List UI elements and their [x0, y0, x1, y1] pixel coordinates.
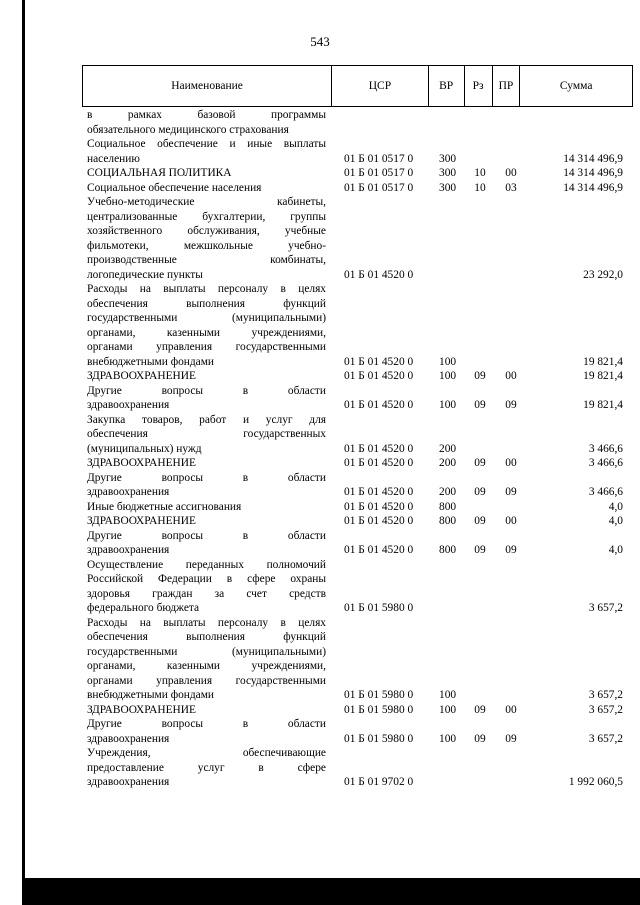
cell-csr: 01 Б 01 4520 0: [344, 370, 414, 382]
cell-sum: [521, 123, 633, 138]
cell-name-line: Учреждения, обеспечивающие: [87, 747, 326, 759]
table-row: [82, 181, 633, 196]
cell-name: [82, 500, 332, 515]
cell-rz: 10: [474, 181, 486, 194]
header-name: Наименование: [83, 66, 332, 106]
cell-rz: [465, 268, 493, 283]
cell-sum: 3 466,6: [588, 486, 623, 498]
cell-name-line: Иные бюджетные ассигнования: [87, 500, 242, 513]
cell-rz: 09: [474, 370, 486, 382]
cell-csr: 01 Б 01 4520 0: [344, 500, 414, 513]
cell-name-line: государственными (муниципальными): [87, 312, 326, 324]
cell-csr: 01 Б 01 4520 0: [344, 355, 414, 368]
cell-csr: 01 Б 01 5980 0: [344, 703, 414, 716]
cell-vr: 200: [439, 457, 457, 469]
cell-vr: 100: [439, 370, 457, 382]
cell-name-line: Социальное обеспечение и иные выплаты: [87, 138, 326, 150]
cell-name-line: здравоохранения: [87, 486, 170, 498]
cell-name-line: Учебно-методические кабинеты,: [87, 196, 326, 208]
cell-rz: [465, 601, 493, 616]
table-row: [82, 514, 633, 529]
table-row: [82, 717, 633, 746]
cell-name-line: органами, казенными учреждениями,: [87, 660, 326, 672]
cell-rz: [465, 152, 493, 167]
cell-csr: 01 Б 01 0517 0: [344, 152, 414, 165]
cell-name-line: производственные комбинаты,: [87, 254, 326, 266]
cell-name: [82, 413, 332, 457]
cell-pr: [493, 268, 521, 283]
cell-name: [82, 108, 332, 137]
cell-csr: 01 Б 01 0517 0: [344, 181, 414, 194]
cell-name-line: предоставление услуг в сфере: [87, 761, 326, 774]
cell-csr: 01 Б 01 4520 0: [344, 486, 414, 498]
cell-pr: 03: [505, 181, 517, 194]
cell-name-line: органами управления государственными: [87, 674, 326, 687]
cell-name-line: здравоохранения: [87, 544, 170, 556]
cell-rz: 09: [474, 544, 486, 556]
cell-pr: 00: [505, 703, 517, 716]
table-row: [82, 137, 633, 166]
cell-csr: 01 Б 01 4520 0: [344, 457, 414, 469]
cell-name: [82, 369, 332, 384]
table-row: [82, 166, 633, 181]
cell-name: [82, 181, 332, 196]
cell-name-line: обеспечения государственных: [87, 428, 326, 440]
cell-rz: [465, 500, 493, 515]
cell-csr: [332, 123, 429, 138]
cell-name-line: Российской Федерации в сфере охраны: [87, 573, 326, 585]
cell-csr: 01 Б 01 5980 0: [344, 689, 414, 701]
cell-sum: 23 292,0: [583, 268, 623, 281]
cell-name-line: Другие вопросы в области: [87, 384, 326, 397]
cell-sum: 3 657,2: [588, 689, 623, 701]
cell-name-line: логопедические пункты: [87, 268, 203, 281]
cell-csr: 01 Б 01 9702 0: [344, 776, 414, 788]
cell-name-line: Социальное обеспечение населения: [87, 181, 262, 194]
cell-rz: 10: [474, 167, 486, 179]
scan-edge-bottom: [22, 878, 640, 905]
cell-vr: 800: [439, 544, 457, 556]
cell-name-line: здравоохранения: [87, 776, 170, 788]
table-row: [82, 195, 633, 282]
cell-pr: [493, 442, 521, 457]
cell-name: [82, 384, 332, 413]
cell-sum: 3 657,2: [588, 602, 623, 614]
cell-sum: 1 992 060,5: [568, 776, 623, 788]
cell-sum: 3 657,2: [588, 703, 623, 716]
cell-csr: 01 Б 01 5980 0: [344, 732, 414, 745]
cell-csr: 01 Б 01 4520 0: [344, 515, 414, 527]
cell-name-line: (муниципальных) нужд: [87, 442, 202, 455]
cell-vr: 100: [439, 732, 457, 745]
cell-pr: 09: [505, 486, 517, 498]
cell-vr: 100: [439, 399, 457, 411]
cell-sum: 19 821,4: [583, 399, 623, 411]
cell-rz: 09: [474, 515, 486, 527]
cell-vr: 100: [439, 703, 457, 716]
cell-csr: 01 Б 01 4520 0: [344, 268, 414, 281]
cell-pr: [493, 688, 521, 703]
cell-rz: [465, 775, 493, 790]
cell-vr: [429, 601, 465, 616]
cell-csr: 01 Б 01 4520 0: [344, 442, 414, 455]
cell-rz: 09: [474, 457, 486, 469]
cell-name-line: внебюджетными фондами: [87, 689, 215, 701]
cell-name-line: обеспечения выполнения функций: [87, 297, 326, 310]
cell-name: [82, 717, 332, 746]
table-row: [82, 703, 633, 718]
cell-vr: 300: [439, 167, 457, 179]
cell-sum: 14 314 496,9: [563, 167, 623, 179]
header-sum: Сумма: [559, 80, 593, 92]
table-row: [82, 616, 633, 703]
cell-name-line: СОЦИАЛЬНАЯ ПОЛИТИКА: [87, 167, 232, 179]
cell-sum: 4,0: [608, 515, 623, 527]
cell-name-line: государственными (муниципальными): [87, 645, 326, 658]
cell-vr: 200: [439, 442, 457, 455]
cell-name-line: хозяйственного обслуживания, учебные: [87, 225, 326, 237]
cell-name-line: централизованные бухгалтерии, группы: [87, 210, 326, 223]
cell-csr: 01 Б 01 5980 0: [344, 602, 414, 614]
cell-vr: 200: [439, 486, 457, 498]
cell-csr: 01 Б 01 4520 0: [344, 399, 414, 411]
cell-name: [82, 471, 332, 500]
cell-vr: [429, 268, 465, 283]
table-row: [82, 471, 633, 500]
cell-pr: 09: [505, 732, 517, 745]
cell-name-line: Другие вопросы в области: [87, 529, 326, 542]
cell-name-line: Другие вопросы в области: [87, 471, 326, 484]
cell-name: [82, 703, 332, 718]
cell-name-line: Расходы на выплаты персоналу в целях: [87, 616, 326, 629]
cell-name-line: органами управления государственными: [87, 341, 326, 353]
table-row: [82, 456, 633, 471]
cell-name-line: в рамках базовой программы: [87, 109, 326, 121]
cell-sum: 3 466,6: [588, 442, 623, 455]
cell-pr: 09: [505, 544, 517, 556]
cell-vr: 300: [439, 152, 457, 165]
cell-vr: 100: [439, 355, 457, 368]
cell-name: [82, 456, 332, 471]
cell-rz: 09: [474, 486, 486, 498]
cell-name-line: здоровья граждан за счет средств: [87, 587, 326, 600]
cell-rz: 09: [474, 399, 486, 411]
cell-pr: [493, 355, 521, 370]
cell-name: [82, 195, 332, 282]
cell-rz: [465, 355, 493, 370]
cell-pr: [493, 123, 521, 138]
header-vr: ВР: [429, 66, 465, 106]
cell-vr: 800: [439, 500, 457, 513]
cell-pr: 00: [505, 457, 517, 469]
cell-name: [82, 166, 332, 181]
cell-csr: 01 Б 01 0517 0: [344, 167, 414, 179]
header-pr: ПР: [493, 66, 521, 106]
cell-name-line: ЗДРАВООХРАНЕНИЕ: [87, 370, 196, 382]
page-number: 543: [310, 34, 330, 49]
cell-rz: [465, 123, 493, 138]
cell-sum: 14 314 496,9: [563, 181, 623, 194]
table-row: [82, 558, 633, 616]
cell-rz: 09: [474, 703, 486, 716]
cell-rz: [465, 688, 493, 703]
cell-name: [82, 558, 332, 616]
cell-sum: 19 821,4: [583, 355, 623, 368]
header-rz: Рз: [465, 66, 493, 106]
table-row: [82, 500, 633, 515]
cell-name-line: внебюджетными фондами: [87, 355, 215, 368]
cell-pr: 09: [505, 399, 517, 411]
cell-sum: 4,0: [608, 500, 623, 513]
cell-pr: 00: [505, 167, 517, 179]
cell-name-line: обеспечения выполнения функций: [87, 631, 326, 643]
cell-pr: [493, 152, 521, 167]
cell-pr: 00: [505, 515, 517, 527]
table-row: [82, 108, 633, 137]
table-row: [82, 746, 633, 790]
cell-name-line: Другие вопросы в области: [87, 718, 326, 730]
cell-name-line: здравоохранения: [87, 732, 170, 745]
cell-name-line: органами, казенными учреждениями,: [87, 326, 326, 339]
cell-name-line: Осуществление переданных полномочий: [87, 558, 326, 571]
cell-name: [82, 514, 332, 529]
cell-pr: [493, 601, 521, 616]
cell-vr: 100: [439, 689, 457, 701]
table-row: [82, 282, 633, 369]
cell-vr: 800: [439, 515, 457, 527]
cell-name-line: фильмотеки, межшкольные учебно-: [87, 239, 326, 252]
cell-rz: [465, 442, 493, 457]
cell-name-line: Закупка товаров, работ и услуг для: [87, 413, 326, 426]
scan-edge-left: [22, 0, 25, 905]
cell-sum: 3 657,2: [588, 732, 623, 745]
table-row: [82, 384, 633, 413]
cell-name-line: ЗДРАВООХРАНЕНИЕ: [87, 703, 196, 716]
cell-sum: 19 821,4: [583, 370, 623, 382]
table-body: [82, 108, 633, 790]
cell-sum: 4,0: [608, 544, 623, 556]
cell-sum: 3 466,6: [588, 457, 623, 469]
cell-name-line: обязательного медицинского страхования: [87, 123, 289, 136]
cell-vr: 300: [439, 181, 457, 194]
table-row: [82, 369, 633, 384]
cell-name: [82, 137, 332, 166]
table-row: [82, 413, 633, 457]
cell-name: [82, 282, 332, 369]
cell-name: [82, 616, 332, 703]
table-row: [82, 529, 633, 558]
cell-name-line: Расходы на выплаты персоналу в целях: [87, 283, 326, 295]
cell-csr: 01 Б 01 4520 0: [344, 544, 414, 556]
cell-name-line: населению: [87, 152, 140, 165]
cell-name: [82, 529, 332, 558]
cell-sum: 14 314 496,9: [563, 152, 623, 165]
cell-name: [82, 746, 332, 790]
cell-name-line: федерального бюджета: [87, 602, 200, 614]
cell-vr: [429, 123, 465, 138]
cell-name-line: здравоохранения: [87, 399, 170, 411]
cell-rz: 09: [474, 732, 486, 745]
cell-pr: [493, 500, 521, 515]
cell-name-line: ЗДРАВООХРАНЕНИЕ: [87, 515, 196, 527]
header-csr: ЦСР: [332, 66, 429, 106]
cell-vr: [429, 775, 465, 790]
cell-pr: 00: [505, 370, 517, 382]
table-header: [82, 65, 633, 107]
cell-pr: [493, 775, 521, 790]
cell-name-line: ЗДРАВООХРАНЕНИЕ: [87, 457, 196, 469]
